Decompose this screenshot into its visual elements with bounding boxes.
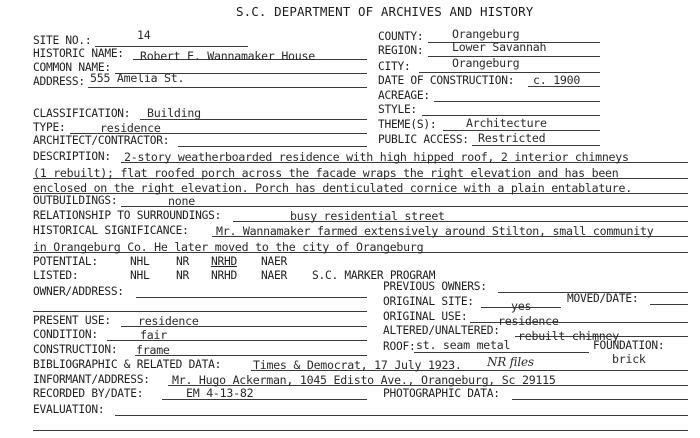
listed-naer: NAER <box>261 269 287 282</box>
type-value: residence <box>100 121 161 135</box>
photographic-line <box>512 399 688 400</box>
date-construction-value: c. 1900 <box>533 73 581 87</box>
recorded-label: RECORDED BY/DATE: <box>33 387 144 400</box>
condition-label: CONDITION: <box>33 328 98 341</box>
present-use-label: PRESENT USE: <box>33 314 111 327</box>
altered-label: ALTERED/UNALTERED: <box>383 324 500 337</box>
description-text-3: enclosed on the right elevation. Porch has denticulated cornice with a plain entablature. <box>33 181 632 195</box>
roof-label: ROOF: <box>383 340 416 353</box>
common-name-label: COMMON NAME: <box>33 61 111 74</box>
listed-label: LISTED: <box>33 269 79 282</box>
original-site-label: ORIGINAL SITE: <box>383 295 474 308</box>
relationship-label: RELATIONSHIP TO SURROUNDINGS: <box>33 209 222 222</box>
style-label: STYLE: <box>378 103 417 116</box>
moved-date-line <box>650 304 688 305</box>
type-label: TYPE: <box>33 121 66 134</box>
foundation-value: brick <box>612 352 646 366</box>
outbuildings-label: OUTBUILDINGS: <box>33 194 118 207</box>
evaluation-label: EVALUATION: <box>33 403 105 416</box>
significance-text-1: Mr. Wannamaker farmed extensively around Stilton, small community <box>216 224 654 238</box>
listed-nrhd: NRHD <box>211 269 237 282</box>
architect-line <box>178 146 367 147</box>
informant-label: INFORMANT/ADDRESS: <box>33 373 150 386</box>
original-use-value: residence <box>498 314 559 328</box>
potential-label: POTENTIAL: <box>33 255 98 268</box>
region-label: REGION: <box>378 44 424 57</box>
roof-line <box>414 352 589 353</box>
original-site-value: yes <box>511 299 532 313</box>
owner-address-line <box>136 297 367 298</box>
significance-text-2: in Orangeburg Co. He later moved to the city of Orangeburg <box>33 240 424 254</box>
significance-label: HISTORICAL SIGNIFICANCE: <box>33 224 189 237</box>
potential-nhl: NHL <box>130 255 150 268</box>
acreage-line <box>434 101 600 102</box>
potential-nrhd-selected: NRHD <box>211 255 237 268</box>
listed-nhl: NHL <box>130 269 150 282</box>
date-construction-label: DATE OF CONSTRUCTION: <box>378 74 515 87</box>
classification-value: Building <box>147 106 201 120</box>
themes-label: THEME(S): <box>378 118 437 131</box>
bibliography-value: Times & Democrat, 17 July 1923. <box>253 358 462 372</box>
county-value: Orangeburg <box>452 27 520 41</box>
outbuildings-line <box>121 206 688 207</box>
potential-nr: NR <box>176 255 189 268</box>
owner-address-label: OWNER/ADDRESS: <box>33 285 124 298</box>
listed-nr: NR <box>176 269 189 282</box>
historic-name-label: HISTORIC NAME: <box>33 47 124 60</box>
site-no-label: SITE NO.: <box>33 34 92 47</box>
architect-label: ARCHITECT/CONTRACTOR: <box>33 134 170 147</box>
themes-value: Architecture <box>466 116 547 130</box>
moved-date-label: MOVED/DATE: <box>567 292 639 305</box>
bibliography-label: BIBLIOGRAPHIC & RELATED DATA: <box>33 358 222 371</box>
site-no-value: 14 <box>137 28 151 42</box>
region-value: Lower Savannah <box>452 40 547 54</box>
form-title: S.C. DEPARTMENT OF ARCHIVES AND HISTORY <box>236 4 534 19</box>
construction-label: CONSTRUCTION: <box>33 343 118 356</box>
classification-label: CLASSIFICATION: <box>33 107 131 120</box>
altered-value: rebuilt chimney <box>518 329 619 343</box>
outbuildings-value: none <box>168 194 195 208</box>
description-label: DESCRIPTION: <box>33 150 111 163</box>
original-use-label: ORIGINAL USE: <box>383 310 468 323</box>
construction-value: frame <box>136 343 170 357</box>
potential-naer: NAER <box>261 255 287 268</box>
owner-address-line-2 <box>33 311 367 312</box>
condition-value: fair <box>140 328 167 342</box>
acreage-label: ACREAGE: <box>378 89 430 102</box>
description-text-1: 2-story weatherboarded residence with high hipped roof, 2 interior chimneys <box>124 150 629 164</box>
evaluation-line <box>115 415 688 416</box>
marker-program: S.C. MARKER PROGRAM <box>312 269 436 282</box>
roof-value: st. seam metal <box>416 338 511 352</box>
address-label: ADDRESS: <box>33 75 85 88</box>
public-access-label: PUBLIC ACCESS: <box>378 133 469 146</box>
address-line <box>88 87 367 88</box>
description-text-2: (1 rebuilt); flat roofed porch across the facade wraps the right elevation and has been <box>33 166 619 180</box>
address-value: 555 Amelia St. <box>90 71 185 85</box>
previous-owners-label: PREVIOUS OWNERS: <box>383 280 487 293</box>
foundation-label: FOUNDATION: <box>593 339 665 352</box>
public-access-value: Restricted <box>478 131 546 145</box>
city-label: CITY: <box>378 60 411 73</box>
evaluation-line-2 <box>33 430 688 431</box>
recorded-value: EM 4-13-82 <box>186 386 254 400</box>
present-use-value: residence <box>138 314 199 328</box>
relationship-value: busy residential street <box>290 209 445 223</box>
bibliography-handwritten-note: NR files <box>487 355 534 369</box>
public-access-line <box>472 145 600 146</box>
photographic-label: PHOTOGRAPHIC DATA: <box>383 387 500 400</box>
historic-name-value: Robert E. Wannamaker House <box>140 49 315 63</box>
informant-value: Mr. Hugo Ackerman, 1045 Edisto Ave., Orangeburg, Sc 29115 <box>172 373 556 387</box>
city-value: Orangeburg <box>452 56 520 70</box>
county-label: COUNTY: <box>378 30 424 43</box>
